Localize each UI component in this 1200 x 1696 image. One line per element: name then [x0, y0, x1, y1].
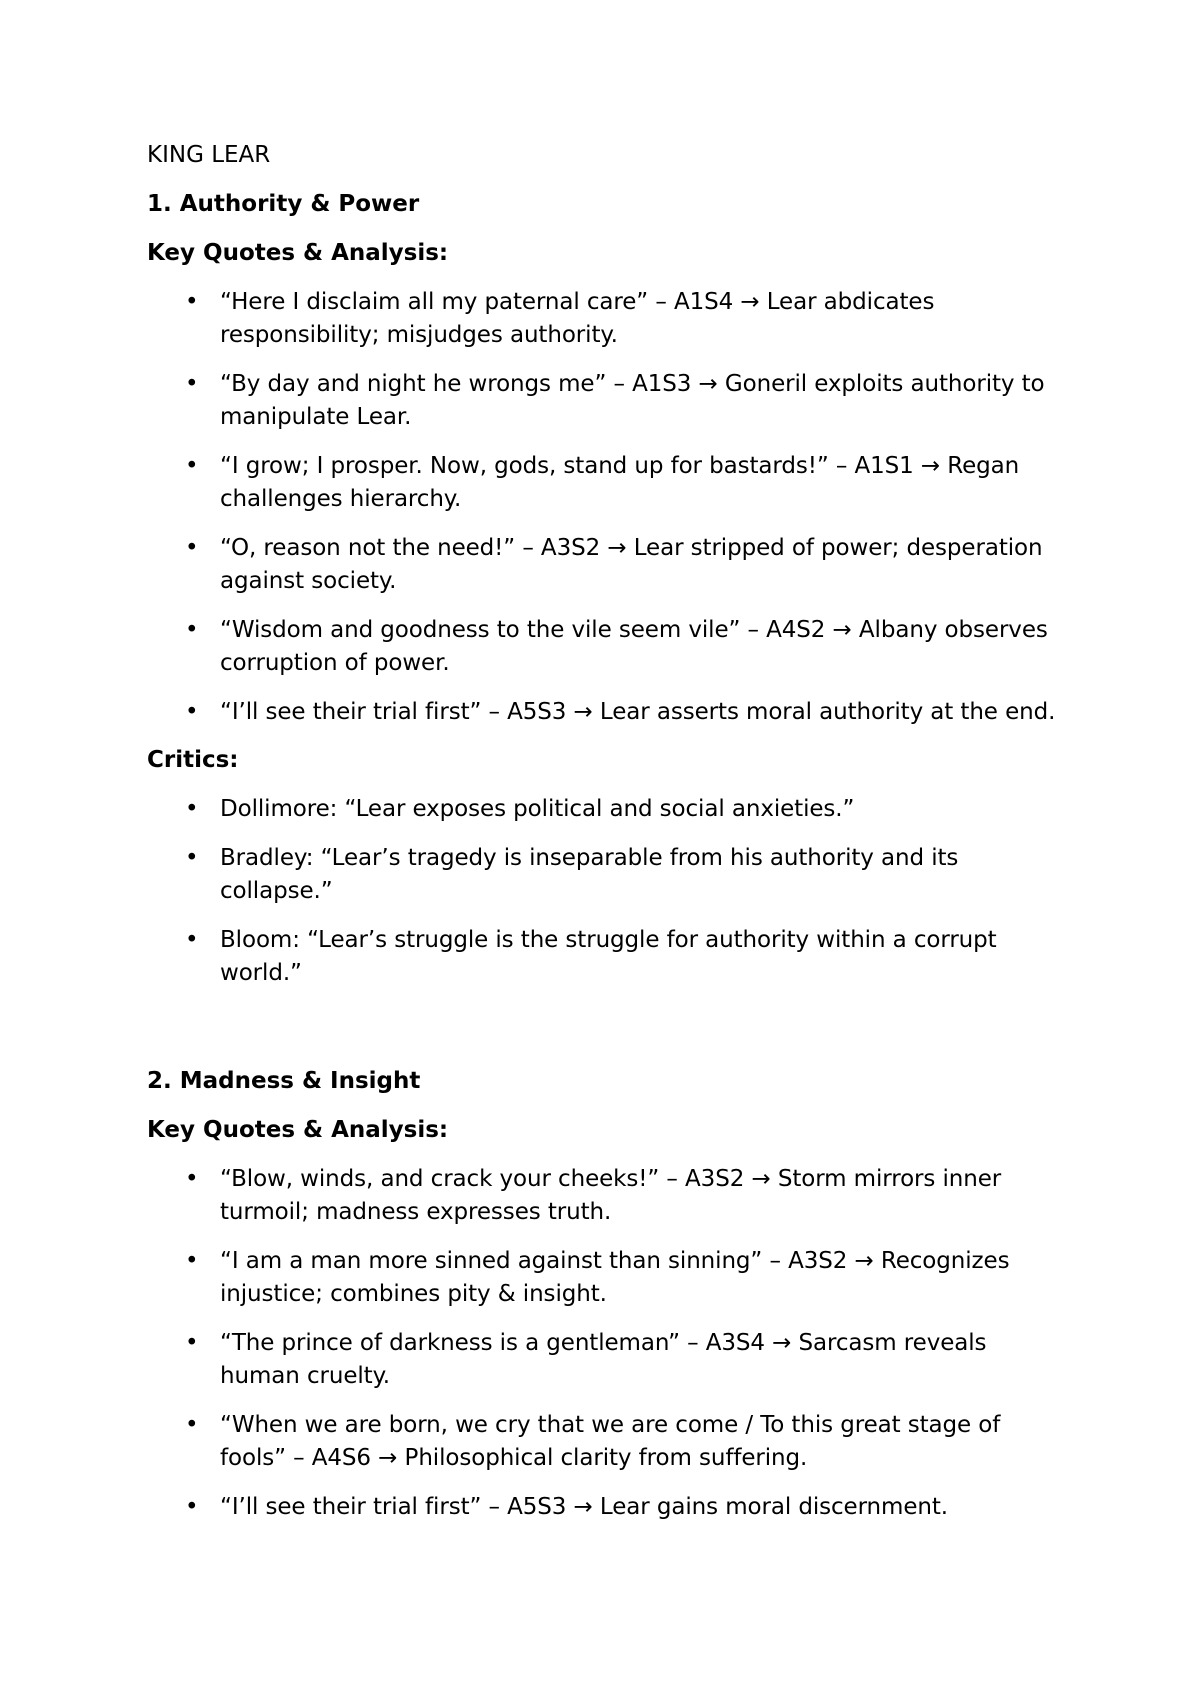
section-spacer [147, 1006, 1067, 1066]
quote-text: “The prince of darkness is a gentleman” – A3S4 → Sarcasm reveals human cruelty. [220, 1330, 987, 1389]
quote-text: “I’ll see their trial first” – A5S3 → Lear asserts moral authority at the end. [220, 699, 1056, 725]
list-item [147, 1409, 1067, 1475]
quote-text: “Wisdom and goodness to the vile seem vile” – A4S2 → Albany observes corruption of power. [220, 617, 1048, 676]
bullet-icon: • [185, 1412, 199, 1438]
bullet-icon: • [185, 927, 199, 953]
section-madness-insight [147, 1066, 1067, 1524]
critic-text: Bradley: “Lear’s tragedy is inseparable from his authority and its collapse.” [220, 845, 959, 904]
list-item [147, 924, 1067, 990]
list-item [147, 842, 1067, 908]
bullet-icon: • [185, 617, 199, 643]
list-item [147, 1327, 1067, 1393]
quote-text: “O, reason not the need!” – A3S2 → Lear stripped of power; desperation against society. [220, 535, 1043, 594]
bullet-icon: • [185, 1166, 199, 1192]
quote-text: “When we are born, we cry that we are come / To this great stage of fools” – A4S6 → Philosophical clarity from suffering. [220, 1412, 1001, 1471]
bullet-icon: • [185, 699, 199, 725]
bullet-icon: • [185, 796, 199, 822]
list-item [147, 1245, 1067, 1311]
quote-text: “I’ll see their trial first” – A5S3 → Lear gains moral discernment. [220, 1494, 948, 1520]
critic-text: Bloom: “Lear’s struggle is the struggle for authority within a corrupt world.” [220, 927, 997, 986]
list-item [147, 793, 1067, 826]
document-page [147, 140, 1067, 1540]
list-item [147, 532, 1067, 598]
critic-text: Dollimore: “Lear exposes political and social anxieties.” [220, 796, 855, 822]
key-quotes-list [147, 1163, 1067, 1524]
quote-text: “Here I disclaim all my paternal care” – A1S4 → Lear abdicates responsibility; misjudges authority. [220, 289, 935, 348]
bullet-icon: • [185, 535, 199, 561]
section-heading: 1. Authority & Power [147, 191, 420, 217]
list-item [147, 1491, 1067, 1524]
list-item [147, 368, 1067, 434]
bullet-icon: • [185, 371, 199, 397]
bullet-icon: • [185, 289, 199, 315]
list-item [147, 286, 1067, 352]
list-item [147, 1163, 1067, 1229]
critics-list [147, 793, 1067, 990]
document-title: KING LEAR [147, 142, 271, 168]
quote-text: “By day and night he wrongs me” – A1S3 → Goneril exploits authority to manipulate Lear. [220, 371, 1045, 430]
quote-text: “Blow, winds, and crack your cheeks!” – A3S2 → Storm mirrors inner turmoil; madness expresses truth. [220, 1166, 1002, 1225]
bullet-icon: • [185, 1330, 199, 1356]
quote-text: “I am a man more sinned against than sinning” – A3S2 → Recognizes injustice; combines pity & insight. [220, 1248, 1010, 1307]
bullet-icon: • [185, 1494, 199, 1520]
list-item [147, 450, 1067, 516]
section-heading: 2. Madness & Insight [147, 1068, 421, 1094]
list-item [147, 614, 1067, 680]
list-item [147, 696, 1067, 729]
critics-heading: Critics: [147, 747, 239, 773]
section-authority-power [147, 189, 1067, 990]
bullet-icon: • [185, 845, 199, 871]
bullet-icon: • [185, 453, 199, 479]
key-quotes-heading: Key Quotes & Analysis: [147, 1117, 449, 1143]
key-quotes-heading: Key Quotes & Analysis: [147, 240, 449, 266]
bullet-icon: • [185, 1248, 199, 1274]
quote-text: “I grow; I prosper. Now, gods, stand up for bastards!” – A1S1 → Regan challenges hierarchy. [220, 453, 1020, 512]
key-quotes-list [147, 286, 1067, 729]
